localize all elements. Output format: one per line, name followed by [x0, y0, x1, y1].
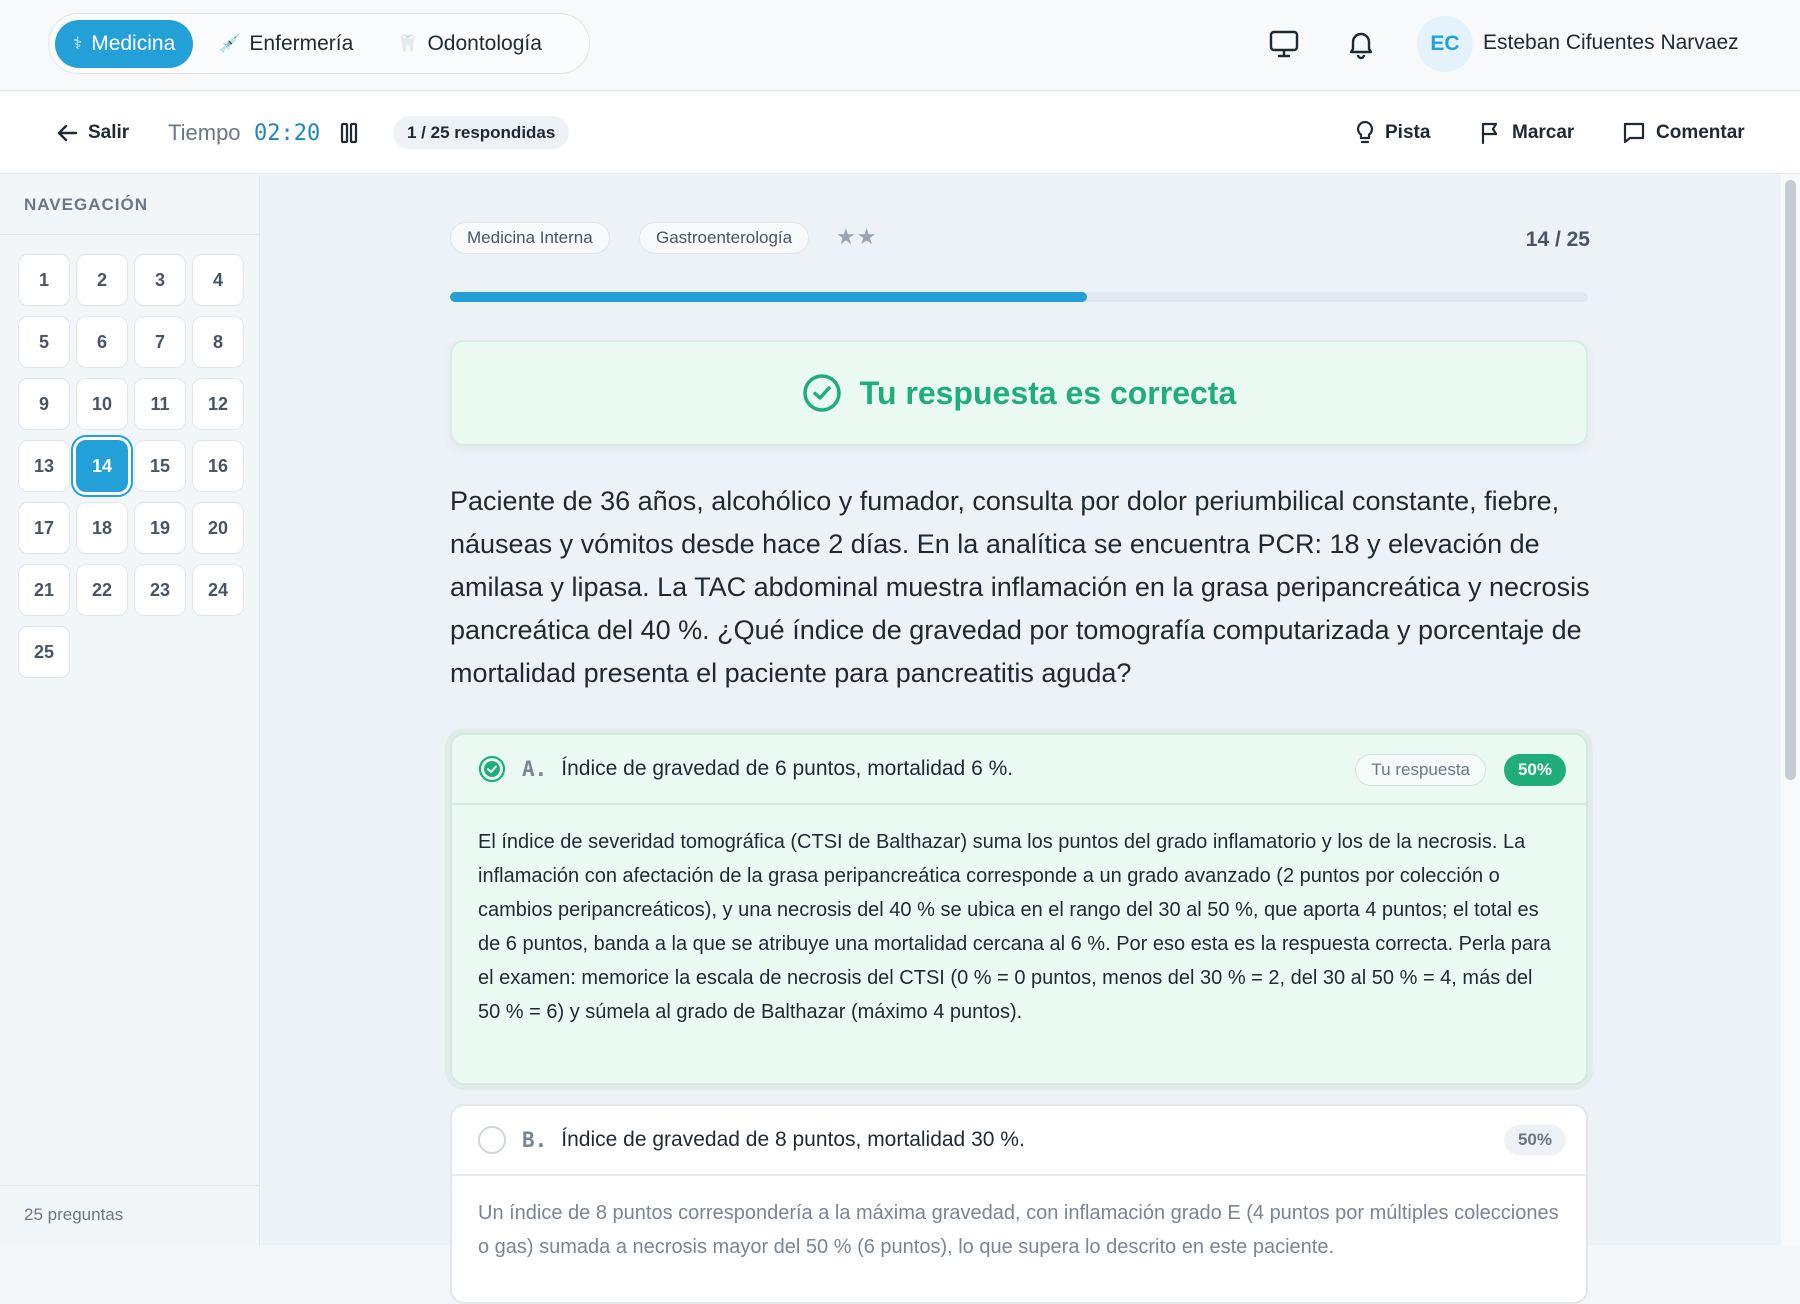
exit-label: Salir: [88, 122, 130, 143]
your-answer-badge: Tu respuesta: [1355, 754, 1486, 786]
question-panel: [261, 175, 1781, 1258]
question-nav-button[interactable]: 15: [134, 440, 186, 492]
specialty-medicina-tab[interactable]: [55, 20, 193, 68]
topic-tag: Gastroenterología: [639, 222, 809, 254]
option-a[interactable]: [450, 733, 1588, 1085]
question-nav-button[interactable]: 10: [76, 378, 128, 430]
option-letter: A.: [522, 757, 548, 781]
specialty-odontologia-tab[interactable]: [379, 20, 560, 68]
question-nav-button[interactable]: 11: [134, 378, 186, 430]
question-nav-button[interactable]: 23: [134, 564, 186, 616]
timer-label: Tiempo: [168, 120, 241, 145]
comment-icon: [1622, 121, 1646, 145]
question-grid: [18, 254, 244, 678]
exit-button[interactable]: [56, 92, 129, 174]
subject-tag: Medicina Interna: [450, 222, 610, 254]
pause-button[interactable]: [340, 92, 358, 174]
flag-icon: [1480, 121, 1502, 145]
difficulty-stars: ★★: [836, 224, 878, 249]
check-circle-icon: [478, 755, 506, 783]
option-explanation: El índice de severidad tomográfica (CTSI de Balthazar) suma los puntos del grado inflamatorio y los de la necrosis. La inflamación con afectación de la grasa peripancreática corresponde a un grado avanzado (2 puntos por colección o cambios peripancreáticos), y una necrosis del 40 % se ubica en el rango del 30 al 50 %, que aporta 4 puntos; el total es de 6 puntos, banda a la que se atribuye una mortalidad cercana al 6 %. Por eso esta es la respuesta correcta. Perla para el examen: memorice la escala de necrosis del CTSI (0 % = 0 puntos, menos del 30 % = 2, del 30 al 50 % = 4, más del 50 % = 6) y súmela al grado de Balthazar (máximo 4 puntos).: [478, 831, 1551, 1023]
hint-label: Pista: [1385, 122, 1431, 143]
question-nav-button[interactable]: 16: [192, 440, 244, 492]
comment-button[interactable]: [1622, 92, 1745, 174]
hint-button[interactable]: [1355, 92, 1430, 174]
question-nav-button[interactable]: 9: [18, 378, 70, 430]
percent-badge: 50%: [1504, 1125, 1566, 1155]
specialty-label: Enfermería: [249, 31, 354, 55]
specialty-enfermeria-tab[interactable]: [201, 20, 371, 68]
option-text: Índice de gravedad de 8 puntos, mortalidad 30 %.: [561, 1128, 1025, 1151]
option-text: Índice de gravedad de 6 puntos, mortalidad 6 %.: [561, 757, 1014, 780]
question-nav-button[interactable]: 25: [18, 626, 70, 678]
question-nav-button[interactable]: 8: [192, 316, 244, 368]
option-header: [452, 735, 1586, 805]
monitor-icon[interactable]: [1267, 27, 1301, 61]
exam-toolbar: [0, 92, 1800, 174]
result-text: Tu respuesta es correcta: [859, 374, 1237, 411]
specialty-label: Medicina: [91, 31, 176, 55]
question-nav-button[interactable]: 2: [76, 254, 128, 306]
flag-button[interactable]: [1480, 92, 1574, 174]
stethoscope-icon: ⚕: [73, 33, 83, 53]
percent-badge: 50%: [1504, 754, 1566, 786]
question-nav-button[interactable]: 18: [76, 502, 128, 554]
result-banner: [450, 340, 1588, 446]
option-letter: B.: [522, 1128, 548, 1152]
bell-icon[interactable]: [1344, 27, 1378, 61]
option-b[interactable]: [450, 1104, 1588, 1304]
question-nav-button[interactable]: 22: [76, 564, 128, 616]
progress-fill: [450, 292, 1087, 302]
user-name[interactable]: Esteban Cifuentes Narvaez: [1483, 31, 1739, 54]
question-nav-button[interactable]: 21: [18, 564, 70, 616]
comment-label: Comentar: [1656, 122, 1745, 143]
question-nav-button[interactable]: 5: [18, 316, 70, 368]
specialty-switcher: [48, 13, 590, 74]
question-nav-button[interactable]: 1: [18, 254, 70, 306]
divider: [0, 234, 260, 235]
radio-circle-icon: [478, 1126, 506, 1154]
top-header: [0, 0, 1800, 91]
tooth-icon: 🦷: [397, 33, 419, 53]
specialty-label: Odontología: [427, 31, 542, 55]
flag-label: Marcar: [1512, 122, 1575, 143]
lightbulb-icon: [1355, 120, 1375, 146]
question-nav-button[interactable]: 7: [134, 316, 186, 368]
arrow-left-icon: [56, 123, 78, 143]
option-explanation: Un índice de 8 puntos correspondería a la máxima gravedad, con inflamación grado E (4 puntos por múltiples colecciones o gas) sumada a necrosis mayor del 50 % (6 puntos), lo que supera lo descrito en este paciente.: [478, 1202, 1559, 1258]
timer-value: 02:20: [254, 121, 321, 146]
question-total: 25 preguntas: [24, 1205, 124, 1224]
question-nav-button[interactable]: 17: [18, 502, 70, 554]
question-nav-button[interactable]: 14: [76, 440, 128, 492]
question-nav-button[interactable]: 20: [192, 502, 244, 554]
divider: [0, 1185, 260, 1186]
avatar[interactable]: EC: [1417, 16, 1473, 72]
syringe-icon: 💉: [219, 33, 241, 53]
pause-icon: [340, 122, 358, 144]
question-counter: 14 / 25: [1525, 228, 1590, 251]
option-header: [452, 1106, 1586, 1176]
question-navigation-sidebar: [0, 175, 260, 1245]
scrollbar-thumb[interactable]: [1785, 180, 1796, 780]
question-nav-button[interactable]: 3: [134, 254, 186, 306]
navigation-title: NAVEGACIÓN: [24, 195, 148, 214]
answered-count-badge: 1 / 25 respondidas: [393, 116, 569, 149]
progress-bar: [450, 292, 1588, 302]
question-nav-button[interactable]: 4: [192, 254, 244, 306]
question-nav-button[interactable]: 24: [192, 564, 244, 616]
question-nav-button[interactable]: 6: [76, 316, 128, 368]
question-stem: Paciente de 36 años, alcohólico y fumador, consulta por dolor periumbilical constante, fiebre, náuseas y vómitos desde hace 2 días. En la analítica se encuentra PCR: 18 y elevación de amilasa y lipasa. La TAC abdominal muestra inflamación en la grasa peripancreática y necrosis pancreática del 40 %. ¿Qué índice de gravedad por tomografía computarizada y porcentaje de mortalidad presenta el paciente para pancreatitis aguda?: [450, 486, 1590, 688]
question-nav-button[interactable]: 13: [18, 440, 70, 492]
question-nav-button[interactable]: 12: [192, 378, 244, 430]
question-nav-button[interactable]: 19: [134, 502, 186, 554]
check-circle-icon: [802, 373, 842, 413]
